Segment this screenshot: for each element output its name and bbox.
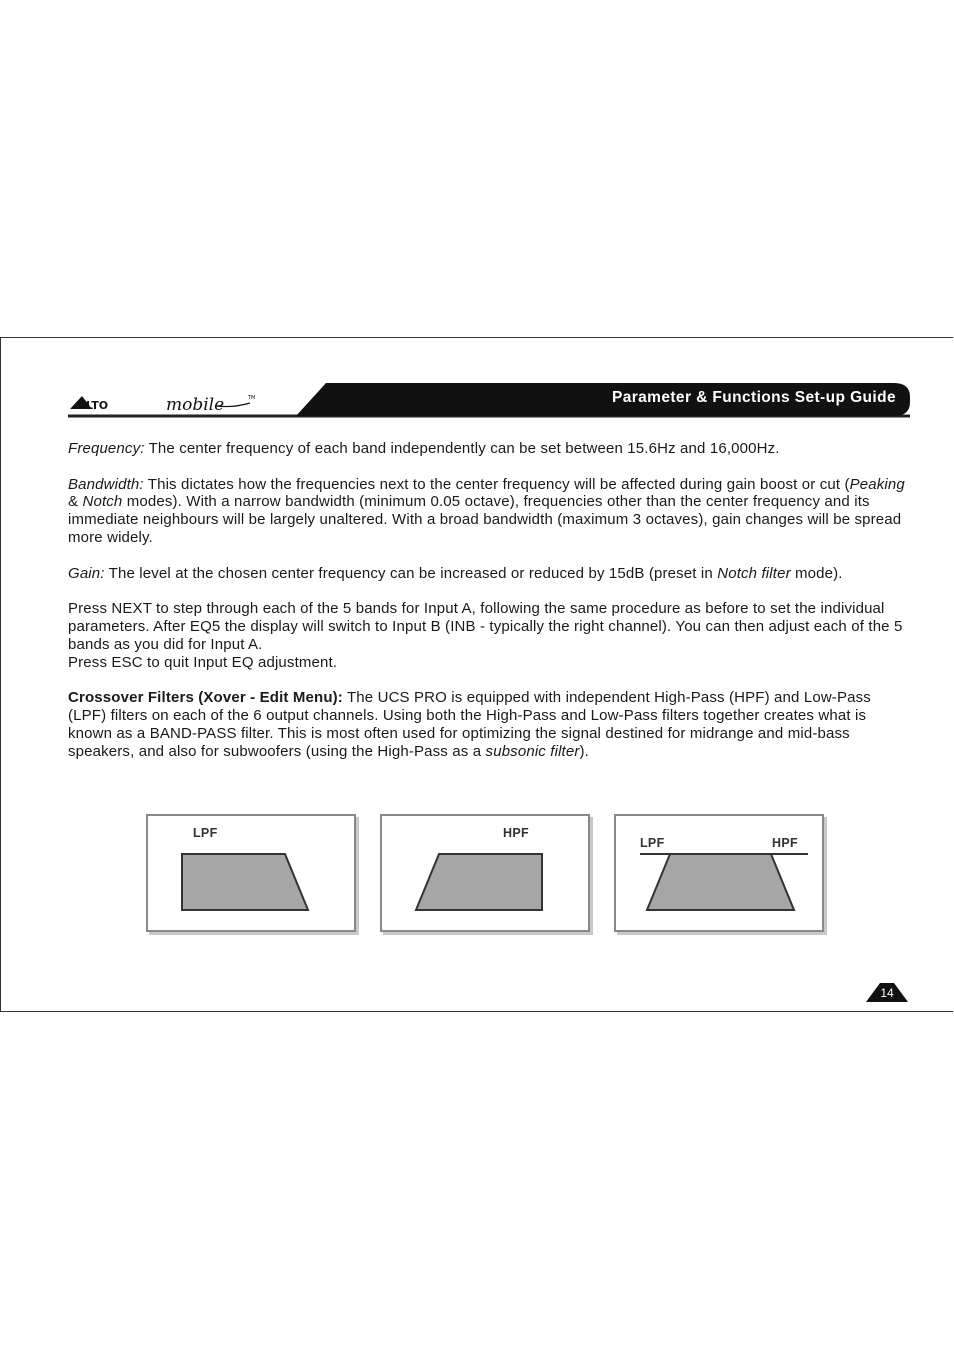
gain-text-1: The level at the chosen center frequency can be increased or reduced by 15dB (preset in [104,564,718,582]
notch-term: Notch [82,493,123,511]
hpf-shape [382,816,588,930]
bandpass-hpf-label: HPF [772,836,798,850]
frequency-term: Frequency: [68,440,145,457]
gain-paragraph [68,565,910,583]
svg-text:LTO: LTO [86,399,109,412]
peaking-term: Peaking [849,475,905,493]
page-content [68,440,910,778]
bandwidth-amp: & [68,493,83,511]
bandpass-panel [614,814,824,932]
lpf-panel [146,814,356,932]
svg-text:mobile: mobile [166,395,225,415]
alto-mobile-logo-icon [68,389,258,417]
gain-text-2: mode). [790,564,843,582]
bandwidth-text-2: modes). With a narrow bandwidth (minimum 0.05 octave), frequencies other than the center frequency and its immediate neighbours will be largely unaltered. With a broad bandwidth (maximum 3 octaves), gain changes will be spread more widely. [68,493,902,546]
bandpass-lpf-label: LPF [640,836,665,850]
crossover-text-2: ). [579,742,589,760]
frequency-paragraph [68,440,910,458]
subsonic-filter-term: subsonic filter [485,742,580,760]
svg-text:TM: TM [248,395,256,401]
hpf-label: HPF [503,826,529,840]
esc-text: Press ESC to quit Input EQ adjustment. [68,653,338,671]
bandwidth-paragraph [68,476,910,547]
frequency-text: The center frequency of each band independently can be set between 15.6Hz and 16,000Hz. [144,440,780,457]
bandwidth-text-1: This dictates how the frequencies next to the center frequency will be affected during gain boost or cut ( [143,475,850,493]
bandwidth-term: Bandwidth: [68,475,144,493]
crossover-term: Crossover Filters (Xover - Edit Menu): [68,689,343,707]
filter-diagrams [143,806,833,946]
next-paragraph [68,600,910,671]
crossover-text-1: The UCS PRO is equipped with independent High-Pass (HPF) and Low-Pass (LPF) filters on each of the 6 output channels. Using both the High-Pass and Low-Pass filters together creates what is known as a BAND-PASS filter. This is most often used for optimizing the signal destined for midrange and mid-bass speakers, and also for subwoofers (using the High-Pass as a [68,689,871,760]
header-band [68,383,910,418]
notch-filter-term: Notch filter [717,564,791,582]
gain-term: Gain: [68,564,105,582]
lpf-label: LPF [193,826,218,840]
lpf-shape [148,816,354,930]
header-title: Parameter & Functions Set-up Guide [611,389,896,406]
crossover-paragraph [68,689,910,760]
next-text: Press NEXT to step through each of the 5 bands for Input A, following the same procedure as before to set the individual parameters. After EQ5 the display will switch to Input B (INB - typically the right channel). You can then adjust each of the 5 bands as you did for Input A. [68,600,903,653]
bandpass-shape [616,816,822,930]
page-number-badge [866,983,908,1002]
brand-logo [68,389,258,417]
page-number: 14 [880,986,894,1000]
hpf-panel [380,814,590,932]
